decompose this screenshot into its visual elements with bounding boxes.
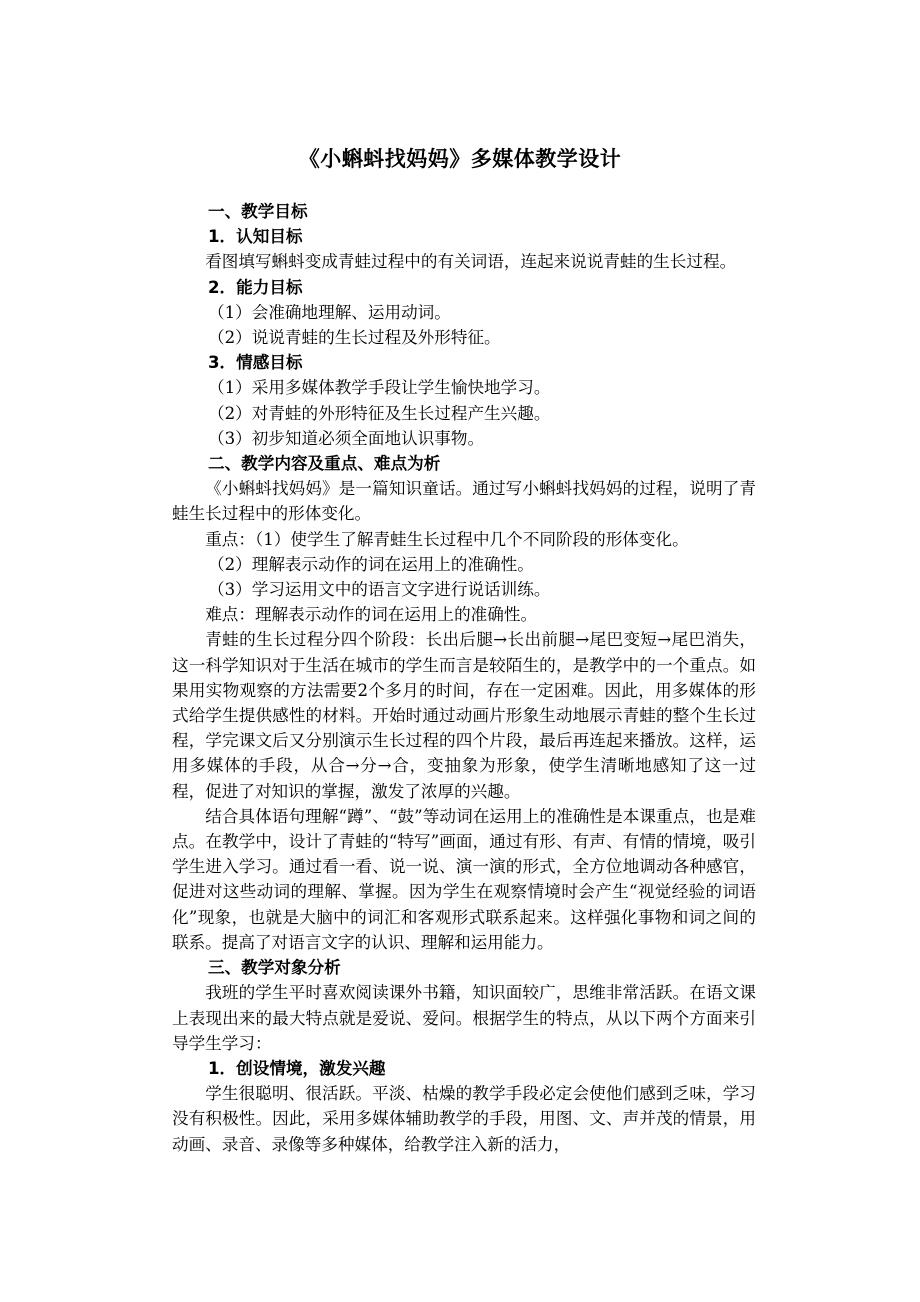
key-point-1: 重点：（1）使学生了解青蛙生长过程中几个不同阶段的形体变化。 bbox=[205, 529, 689, 549]
paragraph-cognitive-goal: 看图填写蝌蚪变成青蛙过程中的有关词语，连起来说说青蛙的生长过程。 bbox=[205, 252, 737, 272]
list-item: （2）说说青蛙的生长过程及外形特征。 bbox=[208, 328, 501, 348]
document-body bbox=[172, 199, 756, 1157]
section-heading-objectives: 一、教学目标 bbox=[208, 202, 308, 221]
paragraph-growth-stages: 青蛙的生长过程分四个阶段：长出后腿→长出前腿→尾巴变短→尾巴消失，这一科学知识对于生活在城市的学生而言是较陌生的，是教学中的一个重点。如果用实物观察的方法需要2个多月的时间，存在一定困难。因此，用多媒体的形式给学生提供感性的材料。开始时通过动画片形象生动地展示青蛙的整个生长过程，学完课文后又分别演示生长过程的四个片段，最后再连起来播放。这样，运用多媒体的手段，从合→分→合，变抽象为形象，使学生清晰地感知了这一过程，促进了对知识的掌握，激发了浓厚的兴趣。 bbox=[172, 630, 756, 801]
section-heading-student-analysis: 三、教学对象分析 bbox=[208, 958, 341, 978]
subheading-create-situation: 1．创设情境，激发兴趣 bbox=[208, 1058, 386, 1078]
paragraph-text-intro: 《小蝌蚪找妈妈》是一篇知识童话。通过写小蝌蚪找妈妈的过程，说明了青蛙生长过程中的形体变化。 bbox=[172, 479, 756, 524]
list-item: （1）会准确地理解、运用动词。 bbox=[208, 302, 451, 322]
difficulty-point: 难点：理解表示动作的词在运用上的准确性。 bbox=[205, 605, 538, 625]
document-title: 《小蝌蚪找妈妈》多媒体教学设计 bbox=[298, 147, 622, 171]
subheading-emotion-goal: 3．情感目标 bbox=[208, 353, 303, 373]
paragraph-students: 我班的学生平时喜欢阅读课外书籍，知识面较广，思维非常活跃。在语文课上表现出来的最大特点就是爱说、爱问。根据学生的特点，从以下两个方面来引导学生学习： bbox=[172, 983, 756, 1053]
section-heading-content-analysis: 二、教学内容及重点、难点为析 bbox=[208, 454, 441, 474]
paragraph-verbs: 结合具体语句理解“蹲”、“鼓”等动词在运用上的准确性是本课重点，也是难点。在教学中，设计了青蛙的“特写”画面，通过有形、有声、有情的情境，吸引学生进入学习。通过看一看、说一说、演一演的形式，全方位地调动各种感官，促进对这些动词的理解、掌握。因为学生在观察情境时会产生“视觉经验的词语化”现象，也就是大脑中的词汇和客观形式联系起来。这样强化事物和词之间的联系。提高了对语言文字的认识、理解和运用能力。 bbox=[172, 806, 756, 952]
key-point-3: （3）学习运用文中的语言文字进行说话训练。 bbox=[208, 580, 551, 600]
subheading-cognitive-goal: 1．认知目标 bbox=[208, 227, 303, 247]
subheading-ability-goal: 2．能力目标 bbox=[208, 277, 303, 297]
list-item: （1）采用多媒体教学手段让学生愉快地学习。 bbox=[208, 378, 551, 398]
list-item: （2）对青蛙的外形特征及生长过程产生兴趣。 bbox=[208, 403, 551, 423]
list-item: （3）初步知道必须全面地认识事物。 bbox=[208, 428, 485, 448]
key-point-2: （2）理解表示动作的词在运用上的准确性。 bbox=[208, 554, 534, 574]
paragraph-create-situation: 学生很聪明、很活跃。平淡、枯燥的教学手段必定会使他们感到乏味，学习没有积极性。因此，采用多媒体辅助教学的手段，用图、文、声并茂的情景，用动画、录音、录像等多种媒体，给教学注入新的活力， bbox=[172, 1084, 756, 1154]
